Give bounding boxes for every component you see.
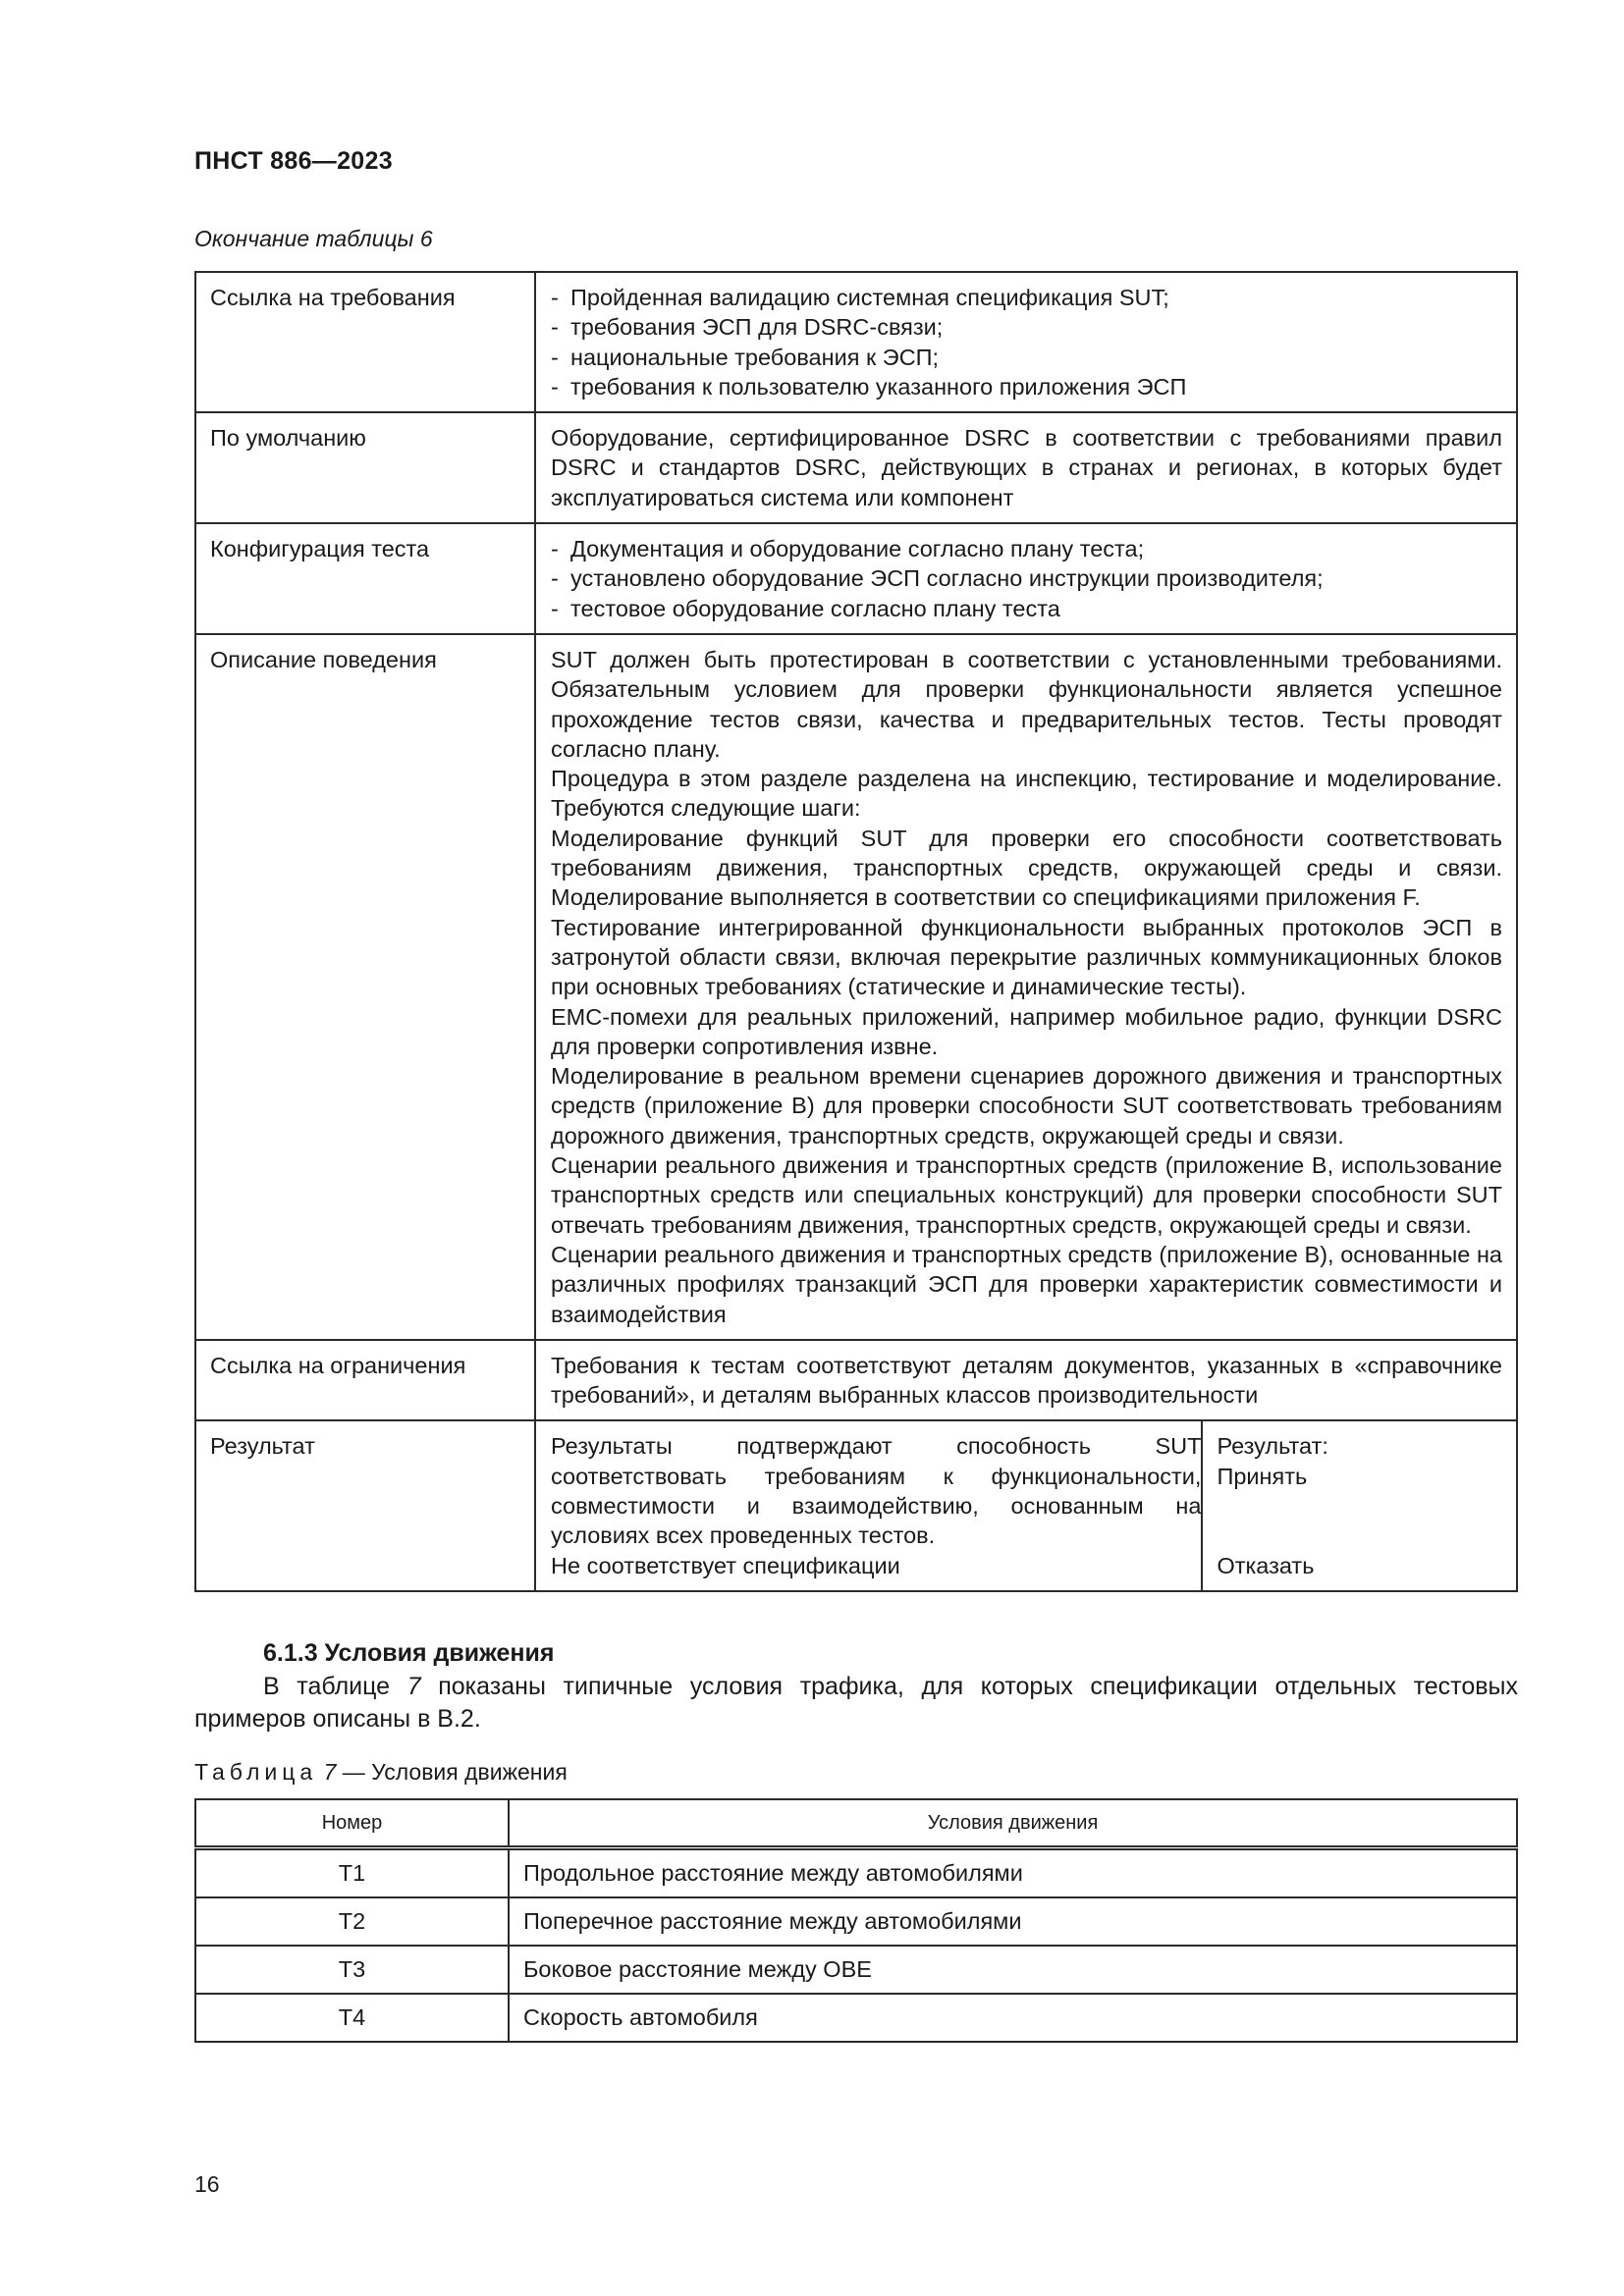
paragraph: SUT должен быть протестирован в соответствии с установленными требованиями. Обязательным условием для проверки функциональности является успешное прохождение тестов связи, качества и предварительных тестов. Тесты проводят согласно плану. [551,646,1502,762]
page-number: 16 [194,2171,220,2197]
column-header: Условия движения [509,1799,1517,1848]
table-header-row [195,1799,1517,1848]
table-row [195,1994,1517,2042]
paragraph: Тестирование интегрированной функциональности выбранных протоколов ЭСП в затронутой области связи, включая перекрытие различных коммуникационных блоков при основных требованиях (статические и динамические тесты). [551,914,1502,1000]
cell-condition: Боковое расстояние между OBE [509,1946,1517,1994]
table-row [195,1848,1517,1898]
row-key: По умолчанию [195,412,535,523]
cell-condition: Поперечное расстояние между автомобилями [509,1897,1517,1946]
pass-label: Принять [1217,1463,1308,1489]
result-outcome [1201,1421,1516,1589]
row-value: Требования к тестам соответствуют деталям документов, указанных в «справочнике требований», и деталям выбранных классов производительности [535,1340,1517,1421]
table-row [195,412,1517,523]
row-value [535,1420,1517,1590]
table-row [195,272,1517,412]
row-key: Результат [195,1420,535,1590]
table-row [195,1897,1517,1946]
paragraph: Моделирование в реальном времени сценариев дорожного движения и транспортных средств (приложение В) для проверки способности SUT соответствовать требованиям дорожного движения, транспортных средств, окружающей среды и связи. [551,1063,1502,1148]
table-6 [194,271,1518,1592]
table-7 [194,1798,1518,2043]
row-key: Ссылка на требования [195,272,535,412]
row-value: Оборудование, сертифицированное DSRC в соответствии с требованиями правил DSRC и стандартов DSRC, действующих в странах и регионах, в которых будет эксплуатироваться система или компонент [535,412,1517,523]
table-7-caption: Таблица 7 — Условия движения [194,1759,568,1785]
list-item: - требования ЭСП для DSRC-связи; [551,314,944,341]
table-continuation-caption: Окончание таблицы 6 [194,226,433,251]
result-description [551,1431,1201,1579]
result-label: Результат: [1217,1433,1328,1460]
paragraph: Процедура в этом разделе разделена на инспекцию, тестирование и моделирование. Требуются следующие шаги: [551,766,1502,822]
table-row [195,1340,1517,1421]
list-item: - национальные требования к ЭСП; [551,344,940,370]
list-item: - установлено оборудование ЭСП согласно инструкции производителя; [551,565,1324,592]
fail-label: Отказать [1217,1552,1315,1578]
column-header: Номер [195,1799,509,1848]
fail-condition: Не соответствует спецификации [551,1552,900,1578]
cell-number: Т4 [195,1994,509,2042]
list-item: - Пройденная валидацию системная спецификация SUT; [551,285,1169,310]
cell-number: Т2 [195,1897,509,1946]
table-row [195,1946,1517,1994]
row-key: Конфигурация теста [195,523,535,634]
cell-condition: Продольное расстояние между автомобилями [509,1848,1517,1898]
cell-number: Т3 [195,1946,509,1994]
paragraph: Сценарии реального движения и транспортных средств (приложение В, использование транспортных средств или специальных конструкций) для проверки способности SUT отвечать требованиям движения, транспортных средств, окружающей среды и связи. [551,1152,1502,1238]
paragraph: Моделирование функций SUT для проверки его способности соответствовать требованиям движения, транспортных средств, окружающей среды и связи. Моделирование выполняется в соответствии со спецификациями приложения F. [551,825,1502,911]
section-paragraph: В таблице 7 показаны типичные условия трафика, для которых спецификации отдельных тестовых примеров описаны в В.2. [194,1673,1518,1733]
table-row [195,523,1517,634]
pass-condition: Результаты подтверждают способность SUT соответствовать требованиям к функциональности, совместимости и взаимодействию, основанным на условиях всех проведенных тестов. [551,1433,1202,1549]
row-value [535,634,1517,1340]
paragraph: EMC-помехи для реальных приложений, например мобильное радио, функции DSRC для проверки сопротивления извне. [551,1003,1502,1059]
table-ref: 7 [406,1673,421,1700]
list-item: - требования к пользователю указанного приложения ЭСП [551,373,1187,400]
cell-condition: Скорость автомобиля [509,1994,1517,2042]
cell-number: Т1 [195,1848,509,1898]
document-id: ПНСТ 886—2023 [194,147,393,175]
section-title: 6.1.3 Условия движения [263,1639,555,1667]
row-value [535,272,1517,412]
paragraph: Сценарии реального движения и транспортных средств (приложение В), основанные на различных профилях транзакций ЭСП для проверки характеристик совместимости и взаимодействия [551,1241,1502,1327]
table-row [195,634,1517,1340]
row-key: Ссылка на ограничения [195,1340,535,1421]
row-key: Описание поведения [195,634,535,1340]
list-item: - Документация и оборудование согласно плану теста; [551,536,1145,562]
list-item: - тестовое оборудование согласно плану теста [551,595,1060,621]
table-row [195,1420,1517,1590]
row-value [535,523,1517,634]
